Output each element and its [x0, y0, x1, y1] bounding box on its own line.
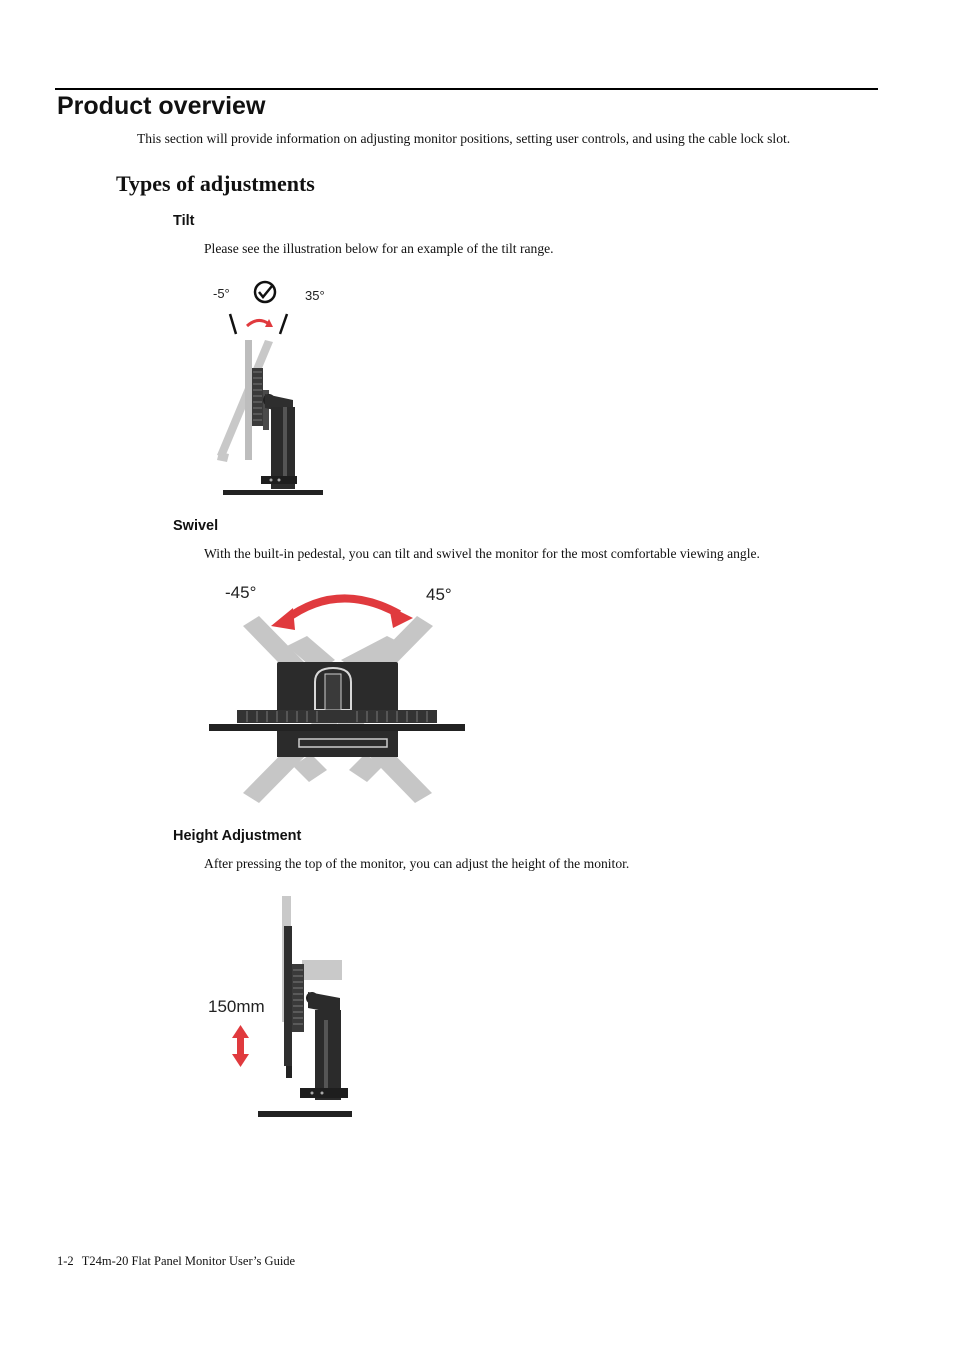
tilt-description: Please see the illustration below for an example of the tilt range. [204, 241, 554, 256]
tilt-ghost-straight [245, 340, 252, 460]
tilt-arrow [247, 320, 269, 326]
tilt-right-limit-line [280, 314, 287, 334]
swivel-illustration [207, 578, 469, 806]
page-footer [57, 1253, 295, 1269]
swivel-min-label: -45° [225, 583, 257, 602]
check-circle-icon [255, 282, 275, 302]
tilt-illustration [205, 272, 330, 502]
page-title: Product overview [57, 92, 266, 120]
height-arrow [232, 1025, 249, 1067]
footer-guide-title: T24m-20 Flat Panel Monitor User’s Guide [81, 1254, 296, 1268]
tilt-min-label: -5° [213, 286, 230, 301]
height-monitor [284, 926, 304, 1078]
height-illustration [204, 892, 354, 1124]
height-description: After pressing the top of the monitor, you can adjust the height of the monitor. [204, 856, 630, 871]
height-stand [258, 992, 352, 1117]
swivel-monitor [209, 662, 465, 757]
tilt-max-label: 35° [305, 288, 325, 303]
tilt-left-limit-line [230, 314, 236, 334]
height-heading: Height Adjustment [173, 828, 302, 844]
footer-page-number: 1-2 [57, 1254, 74, 1268]
swivel-max-label: 45° [426, 585, 452, 604]
height-range-label: 150mm [208, 997, 265, 1016]
tilt-heading: Tilt [173, 213, 195, 229]
swivel-arrow [285, 598, 399, 620]
section-title: Types of adjustments [116, 171, 315, 196]
intro-paragraph: This section will provide information on adjusting monitor positions, setting user controls, and using the cable lock slot. [137, 131, 791, 146]
swivel-description: With the built-in pedestal, you can tilt and swivel the monitor for the most comfortable viewing angle. [204, 546, 760, 561]
swivel-heading: Swivel [173, 518, 219, 534]
